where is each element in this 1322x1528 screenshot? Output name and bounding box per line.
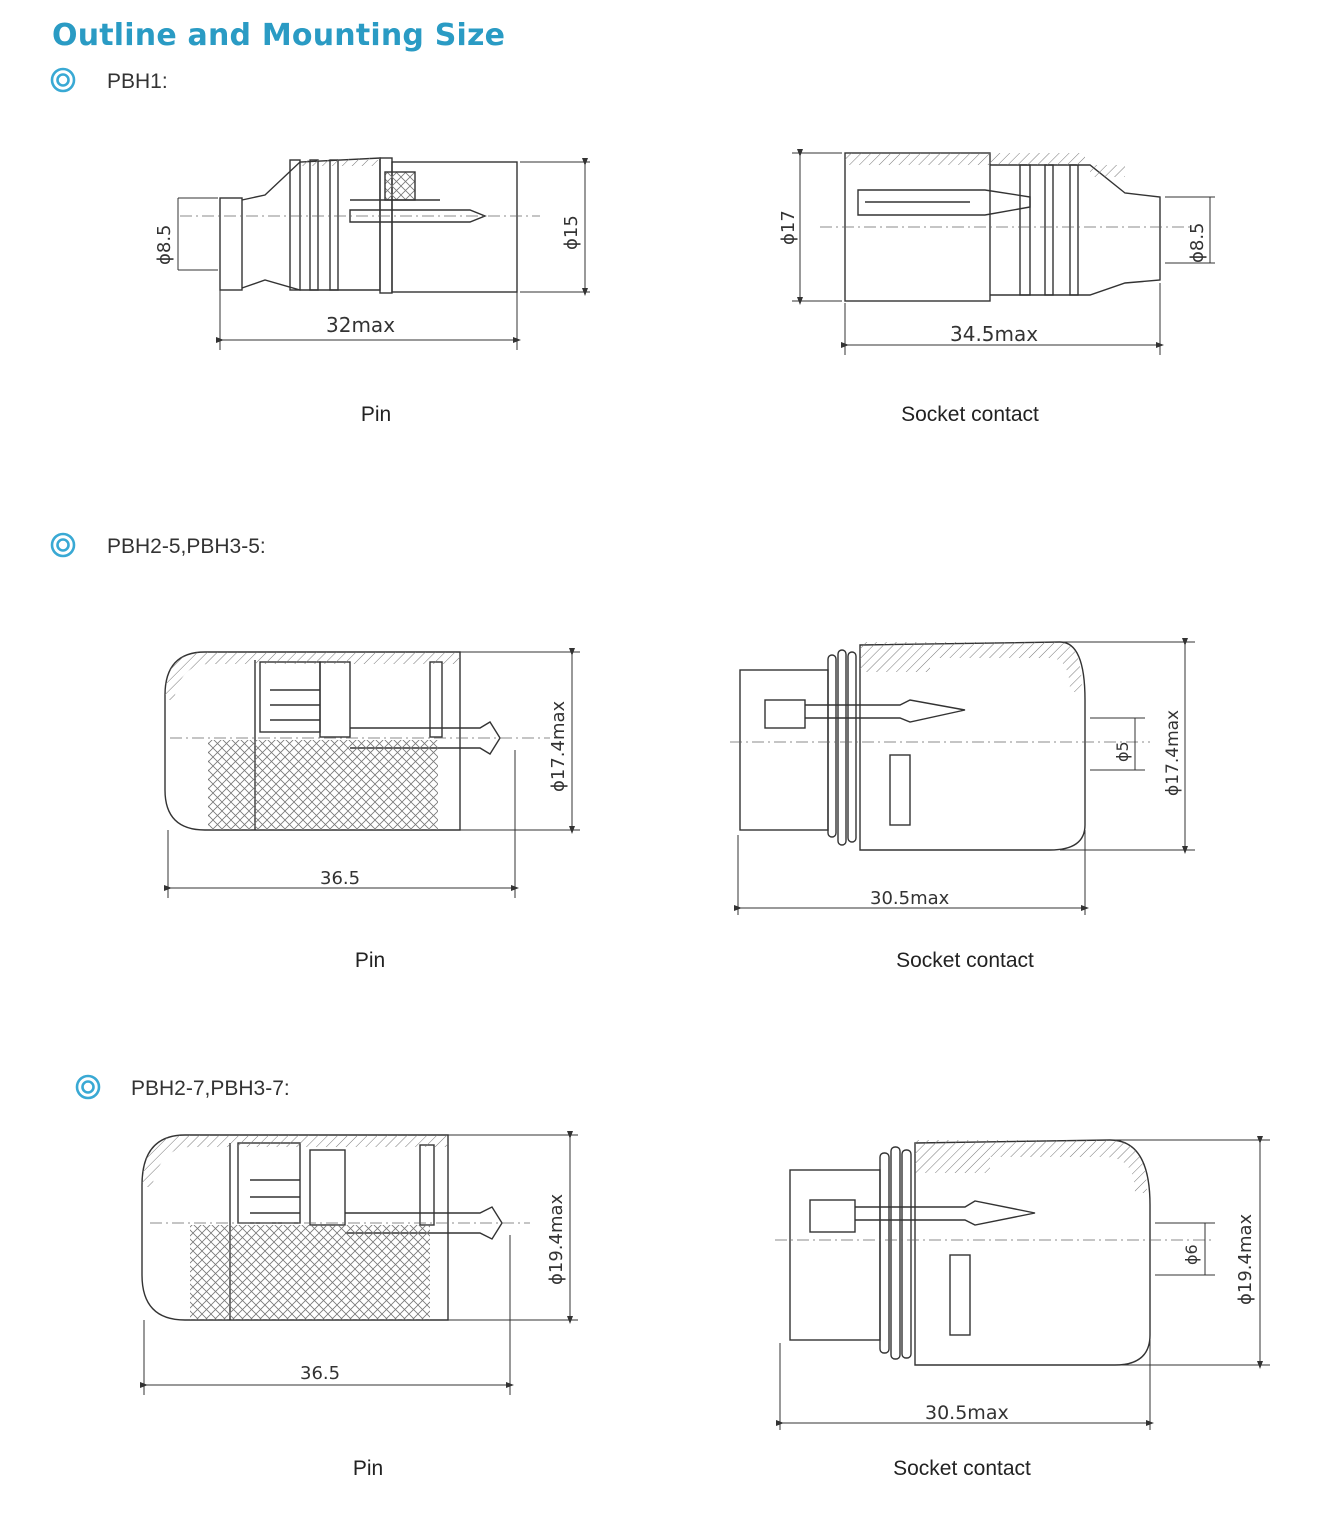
pbh1-socket-length-dim: 34.5max xyxy=(950,322,1039,346)
pbh2-7-socket-dia-dim: ϕ19.4max xyxy=(1235,1213,1256,1305)
pbh2-7-pin-caption: Pin xyxy=(352,1457,384,1480)
pbh2-5-socket-small-dia-dim: ϕ5 xyxy=(1113,741,1132,762)
pbh2-7-socket-drawing xyxy=(775,1125,1275,1435)
section-label-pbh2-7: PBH2-7,PBH3-7: xyxy=(131,1077,290,1100)
pbh1-pin-drawing xyxy=(140,150,610,360)
target-bullet-icon xyxy=(50,67,76,93)
pbh2-5-pin-caption: Pin xyxy=(354,949,386,972)
pbh2-7-socket-caption: Socket contact xyxy=(893,1457,1031,1480)
pbh1-socket-small-dia-dim: ϕ8.5 xyxy=(1187,222,1208,263)
pbh1-socket-caption: Socket contact xyxy=(901,403,1039,426)
pbh2-5-socket-drawing xyxy=(730,630,1200,920)
target-bullet-icon xyxy=(75,1074,101,1100)
page-title: Outline and Mounting Size xyxy=(52,18,506,53)
pbh2-5-pin-drawing xyxy=(150,640,600,900)
section-label-pbh1: PBH1: xyxy=(107,70,168,93)
section-label-pbh2-5: PBH2-5,PBH3-5: xyxy=(107,535,266,558)
pbh1-pin-caption: Pin xyxy=(360,403,392,426)
target-bullet-icon xyxy=(50,532,76,558)
pbh1-pin-large-dia-dim: ϕ15 xyxy=(561,215,582,250)
pbh2-5-socket-caption: Socket contact xyxy=(896,949,1034,972)
pbh2-7-pin-drawing xyxy=(130,1125,590,1400)
pbh2-7-pin-dia-dim: ϕ19.4max xyxy=(546,1193,567,1285)
pbh2-5-pin-length-dim: 36.5 xyxy=(320,868,361,889)
pbh1-pin-length-dim: 32max xyxy=(326,313,396,337)
pbh1-socket-large-dia-dim: ϕ17 xyxy=(778,210,799,245)
pbh2-5-socket-dia-dim: ϕ17.4max xyxy=(1163,709,1183,796)
pbh2-7-socket-small-dia-dim: ϕ6 xyxy=(1182,1244,1201,1265)
pbh1-socket-drawing xyxy=(770,145,1230,365)
pbh2-5-pin-dia-dim: ϕ17.4max xyxy=(548,700,569,792)
pbh1-pin-small-dia-dim: ϕ8.5 xyxy=(154,224,175,265)
pbh2-7-pin-length-dim: 36.5 xyxy=(300,1363,341,1384)
pbh2-5-socket-length-dim: 30.5max xyxy=(870,888,950,909)
pbh2-7-socket-length-dim: 30.5max xyxy=(925,1402,1009,1424)
